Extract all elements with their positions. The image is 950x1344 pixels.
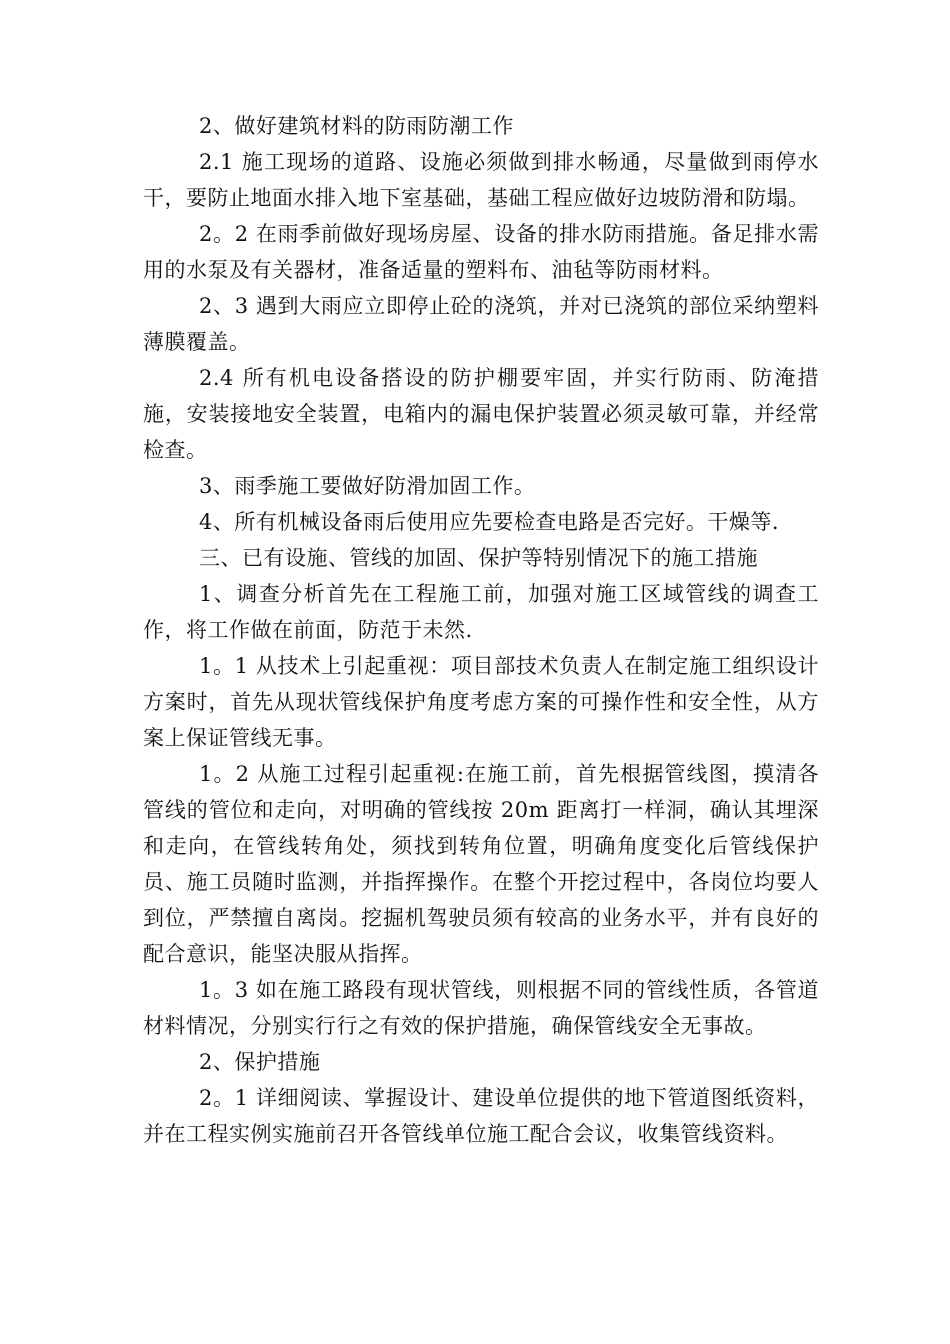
paragraph-2-3: 2、3 遇到大雨应立即停止砼的浇筑，并对已浇筑的部位采纳塑料薄膜覆盖。 xyxy=(143,294,819,354)
paragraph-2-4: 2.4 所有机电设备搭设的防护棚要牢固，并实行防雨、防淹措施，安装接地安全装置，电箱内的漏电保护装置必须灵敏可靠，并经常检查。 xyxy=(143,366,819,462)
paragraph-protection-heading: 2、保护措施 xyxy=(199,1050,321,1074)
paragraph-1-2: 1。2 从施工过程引起重视:在施工前，首先根据管线图，摸清各管线的管位和走向，对明确的管线按 20m 距离打一样洞，确认其埋深和走向，在管线转角处，须找到转角位置，明确角度变化后管线保护员、施工员随时监测，并指挥操作。在整个开挖过程中，各岗位均要人到位，严禁擅自离岗。挖掘机驾驶员须有较高的业务水平，并有良好的配合意识，能坚决服从指挥。 xyxy=(143,762,819,966)
paragraph-3: 3、雨季施工要做好防滑加固工作。 xyxy=(199,474,536,498)
paragraph-2-1-protection: 2。1 详细阅读、掌握设计、建设单位提供的地下管道图纸资料，并在工程实例实施前召开各管线单位施工配合会议，收集管线资料。 xyxy=(143,1086,819,1146)
paragraph-4: 4、所有机械设备雨后使用应先要检查电路是否完好。干燥等. xyxy=(199,510,780,534)
section-heading-3: 三、已有设施、管线的加固、保护等特别情况下的施工措施 xyxy=(199,546,758,570)
paragraph-2-2: 2。2 在雨季前做好现场房屋、设备的排水防雨措施。备足排水需用的水泵及有关器材，准备适量的塑料布、油毡等防雨材料。 xyxy=(143,222,819,282)
document-body xyxy=(143,108,819,1152)
paragraph-1-3: 1。3 如在施工路段有现状管线，则根据不同的管线性质，各管道材料情况，分别实行行之有效的保护措施，确保管线安全无事故。 xyxy=(143,978,819,1038)
paragraph-2-1: 2.1 施工现场的道路、设施必须做到排水畅通，尽量做到雨停水干，要防止地面水排入地下室基础，基础工程应做好边坡防滑和防塌。 xyxy=(143,150,819,210)
paragraph-heading-2: 2、做好建筑材料的防雨防潮工作 xyxy=(199,114,514,138)
paragraph-1: 1、调查分析首先在工程施工前，加强对施工区域管线的调查工作，将工作做在前面，防范于未然. xyxy=(143,582,819,642)
paragraph-1-1: 1。1 从技术上引起重视：项目部技术负责人在制定施工组织设计方案时，首先从现状管线保护角度考虑方案的可操作性和安全性，从方案上保证管线无事。 xyxy=(143,654,819,750)
